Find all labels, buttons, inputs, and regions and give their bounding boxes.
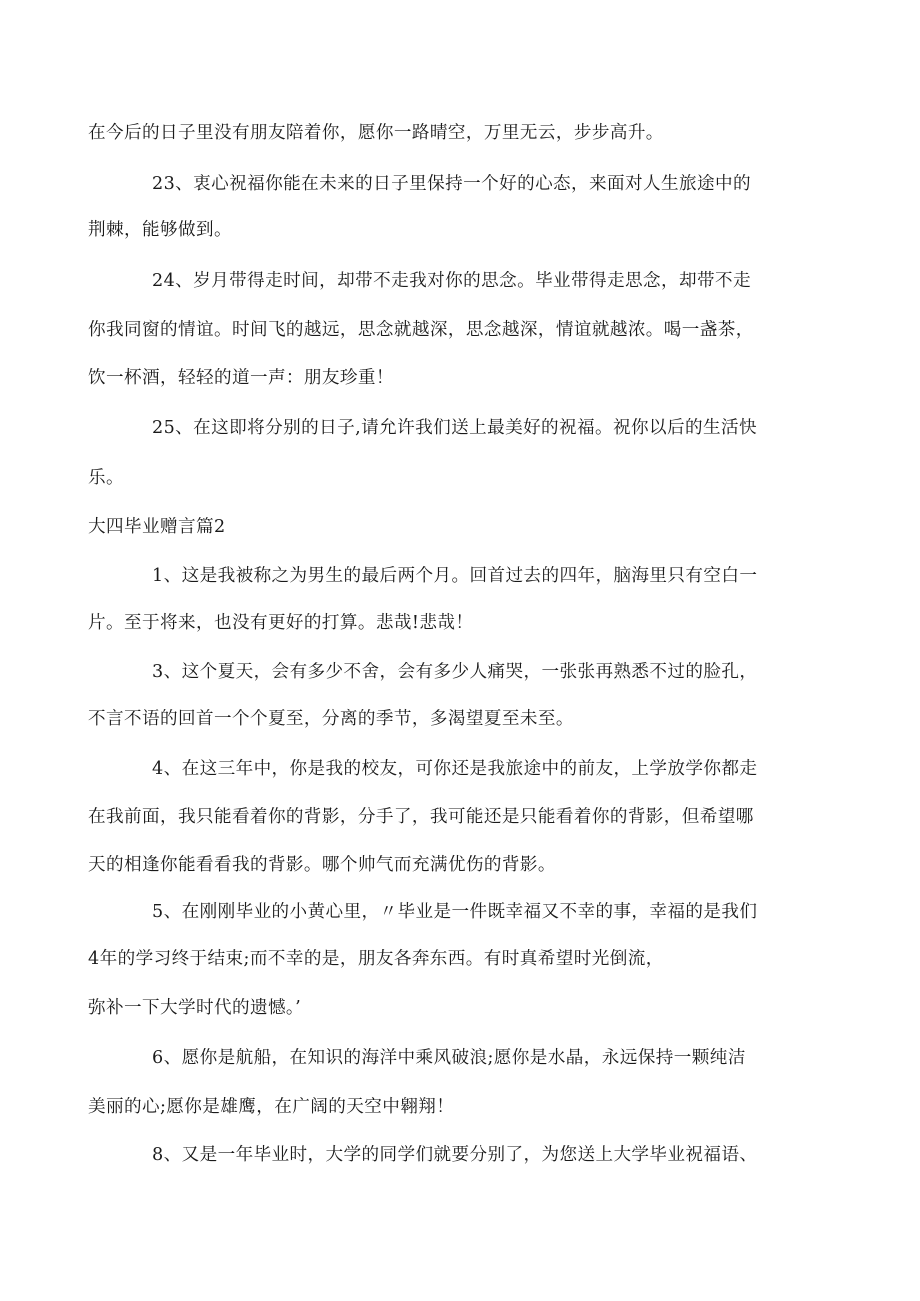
paragraph-4-line-2: 在我前面，我只能看着你的背影，分手了，我可能还是只能看着你的背影，但希望哪 xyxy=(88,807,754,827)
paragraph-6-line-2: 美丽的心;愿你是雄鹰，在广阔的天空中翱翔！ xyxy=(88,1097,455,1117)
paragraph-25-line-1: 25、在这即将分别的日子,请允许我们送上最美好的祝福。祝你以后的生活快 xyxy=(152,418,757,438)
paragraph-5-line-1: 5、在刚刚毕业的小黄心里，〃毕业是一件既幸福又不幸的事，幸福的是我们 xyxy=(152,902,758,922)
paragraph-3-line-2: 不言不语的回首一个个夏至，分离的季节，多渴望夏至未至。 xyxy=(88,709,574,729)
paragraph-4-line-3: 天的相逢你能看看我的背影。哪个帅气而充满优伤的背影。 xyxy=(88,855,556,875)
paragraph-24-line-3: 饮一杯酒，轻轻的道一声：朋友珍重！ xyxy=(88,368,394,388)
paragraph-5-line-3: 弥补一下大学时代的遗憾。’ xyxy=(88,998,302,1018)
paragraph-24-line-2: 你我同窗的情谊。时间飞的越远，思念就越深，思念越深，情谊就越浓。喝一盏茶， xyxy=(88,320,754,340)
paragraph-24-line-1: 24、岁月带得走时间，却带不走我对你的思念。毕业带得走思念，却带不走 xyxy=(152,271,751,291)
paragraph-3-line-1: 3、这个夏天，会有多少不舍，会有多少人痛哭，一张张再熟悉不过的脸孔， xyxy=(152,662,758,682)
paragraph-25-line-2: 乐。 xyxy=(88,468,124,488)
section-heading: 大四毕业赠言篇2 xyxy=(88,517,226,537)
text-line: 在今后的日子里没有朋友陪着你，愿你一路晴空，万里无云，步步高升。 xyxy=(88,123,664,143)
paragraph-23-line-1: 23、衷心祝福你能在未来的日子里保持一个好的心态，来面对人生旅途中的 xyxy=(152,174,751,194)
paragraph-1-line-2: 片。至于将来，也没有更好的打算。悲哉!悲哉！ xyxy=(88,613,474,633)
paragraph-23-line-2: 荆棘，能够做到。 xyxy=(88,220,232,240)
paragraph-5-line-2: 4年的学习终于结束;而不幸的是，朋友各奔东西。有时真希望时光倒流， xyxy=(88,949,664,969)
paragraph-6-line-1: 6、愿你是航船，在知识的海洋中乘风破浪;愿你是水晶，永远保持一颗纯洁 xyxy=(152,1048,746,1068)
paragraph-8-line-1: 8、又是一年毕业时，大学的同学们就要分别了，为您送上大学毕业祝福语、 xyxy=(152,1145,758,1165)
paragraph-4-line-1: 4、在这三年中，你是我的校友，可你还是我旅途中的前友，上学放学你都走 xyxy=(152,759,758,779)
paragraph-1-line-1: 1、这是我被称之为男生的最后两个月。回首过去的四年，脑海里只有空白一 xyxy=(152,566,758,586)
